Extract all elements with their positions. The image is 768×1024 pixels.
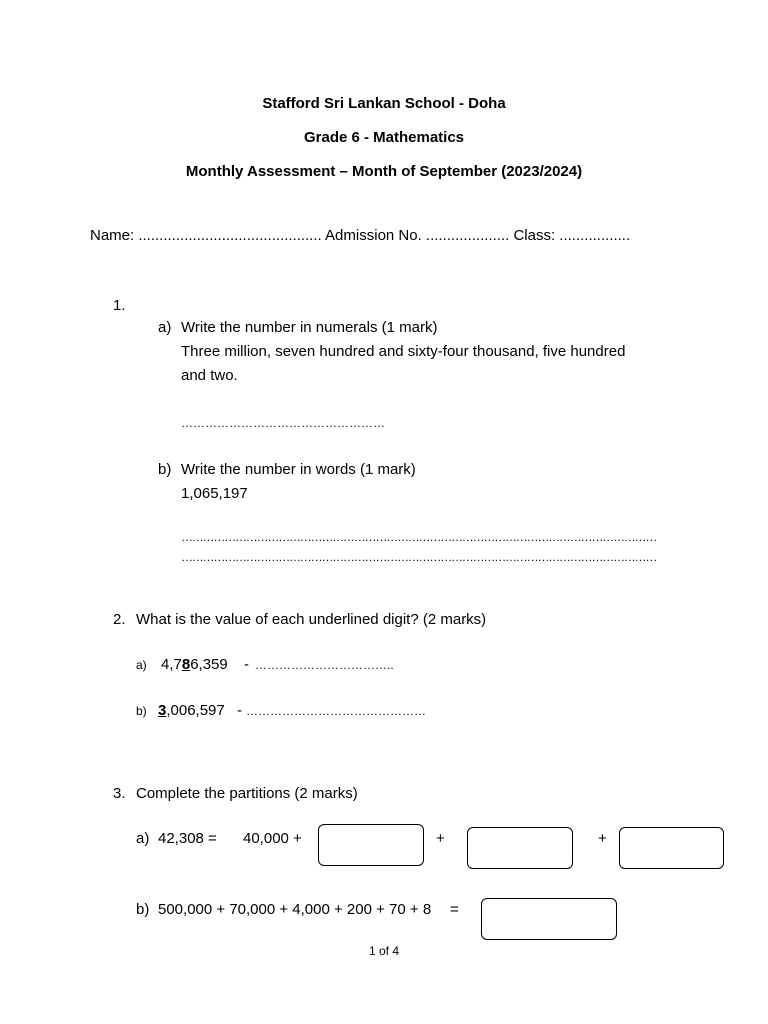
question-3a-label: a): [136, 830, 150, 847]
question-1b-answer-line-2[interactable]: ……………………………………………………………………………………………………………………: [181, 550, 657, 564]
question-3-number: 3.: [113, 785, 126, 802]
question-1a-label: a): [158, 319, 172, 336]
question-3b-equals: =: [450, 901, 459, 918]
question-1b-label: b): [158, 461, 172, 478]
question-2b-underlined-digit: 3: [158, 702, 167, 719]
question-2a-number-post: 6,359: [190, 656, 228, 673]
question-1b-answer-line-1[interactable]: ……………………………………………………………………………………………………………………: [181, 530, 657, 544]
question-1b-number: 1,065,197: [181, 485, 248, 502]
question-3a-answer-box-3[interactable]: [619, 827, 724, 869]
question-2a-dash: -: [244, 656, 249, 673]
assessment-title: Monthly Assessment – Month of September (2023/2024): [185, 163, 583, 180]
question-2b-number: [158, 702, 225, 719]
question-1a-text-line1: Three million, seven hundred and sixty-four thousand, five hundred: [181, 343, 626, 360]
question-2b-number-post: ,006,597: [166, 702, 225, 719]
page-number: 1 of 4: [368, 944, 400, 958]
question-1a-answer-line[interactable]: ……………………………………………: [181, 416, 385, 430]
question-2a-answer-line[interactable]: ……………………………..: [255, 658, 394, 672]
question-3a-first-term: 40,000 +: [243, 830, 302, 847]
question-1-number: 1.: [113, 297, 126, 314]
question-1b-prompt: Write the number in words (1 mark): [181, 461, 416, 478]
question-1a-prompt: Write the number in numerals (1 mark): [181, 319, 438, 336]
question-2b-answer-line[interactable]: ………………………………………: [246, 704, 426, 718]
question-3a-plus-1: +: [436, 830, 445, 847]
question-2b-dash: -: [237, 702, 242, 719]
question-2a-label: a): [136, 658, 147, 672]
question-2a-number: [161, 656, 228, 673]
question-3b-label: b): [136, 901, 150, 918]
question-2a-number-pre: 4,7: [161, 656, 182, 673]
question-2b-label: b): [136, 704, 147, 718]
question-3a-answer-box-1[interactable]: [318, 824, 424, 866]
question-3a-lhs: 42,308 =: [158, 830, 217, 847]
question-3-prompt: Complete the partitions (2 marks): [136, 785, 358, 802]
question-3a-answer-box-2[interactable]: [467, 827, 573, 869]
question-3b-answer-box[interactable]: [481, 898, 617, 940]
question-2-number: 2.: [113, 611, 126, 628]
question-3b-expression: 500,000 + 70,000 + 4,000 + 200 + 70 + 8: [158, 901, 432, 918]
question-3a-plus-2: +: [598, 830, 607, 847]
school-name: Stafford Sri Lankan School - Doha: [262, 95, 506, 112]
question-1a-text-line2: and two.: [181, 367, 238, 384]
subject-title: Grade 6 - Mathematics: [303, 129, 465, 146]
question-2-prompt: What is the value of each underlined digit? (2 marks): [136, 611, 487, 628]
question-2a-underlined-digit: 8: [181, 656, 191, 673]
student-info-line: Name: ............................................ Admission No. .................... Class: .................: [90, 227, 631, 244]
